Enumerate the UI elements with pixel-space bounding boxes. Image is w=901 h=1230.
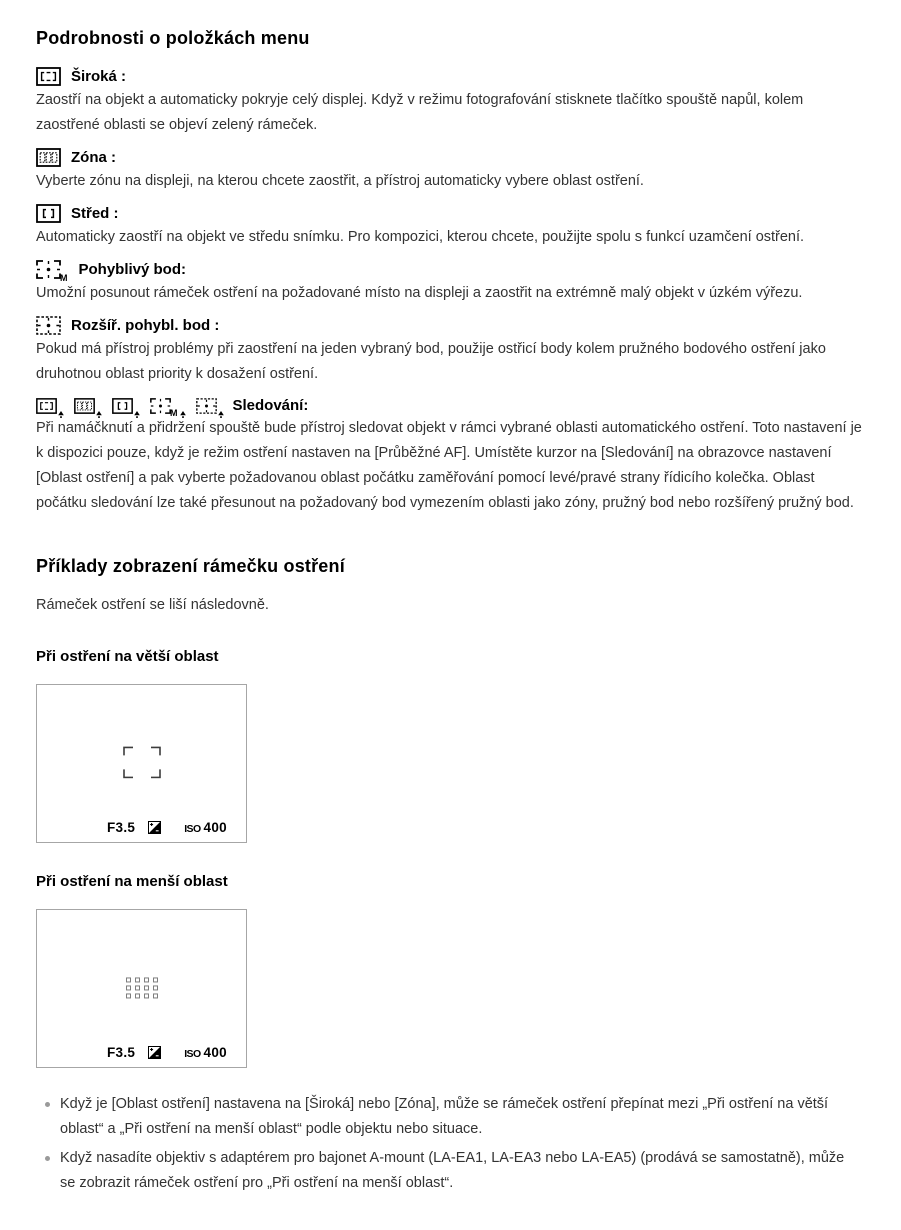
- menu-item-desc: Vyberte zónu na displeji, na kterou chcete zaostřit, a přístroj automaticky vybere oblast ostření.: [36, 173, 644, 189]
- tracking-center-af-icon: [112, 398, 139, 414]
- examples-intro: Rámeček ostření se liší následovně.: [36, 597, 269, 613]
- menu-item-desc: Pokud má přístroj problémy při zaostření na jeden vybraný bod, použije ostřicí body kolem pružného bodového ostření jako druhotnou oblast priority k dosažení ostření.: [36, 341, 826, 382]
- iso-label: ISO: [184, 823, 201, 835]
- camera-status-row: [37, 820, 246, 835]
- tracking-expand-flexible-spot-af-icon: [196, 398, 223, 414]
- tracking-subscript-icon: [180, 411, 186, 418]
- spot-subscript-m: M: [170, 407, 178, 418]
- iso-readout: [184, 820, 227, 835]
- note-item: Když je [Oblast ostření] nastavena na [Široká] nebo [Zóna], může se rámeček ostření přepínat mezi „Při ostření na větší oblast“ a „Při ostření na menší oblast“ podle objektu nebo situace.: [36, 1092, 860, 1142]
- tracking-subscript-icon: [218, 411, 224, 418]
- zone-af-icon: [36, 148, 61, 167]
- menu-item-zone-head: [36, 148, 867, 167]
- menu-item-label: Sledování:: [232, 397, 309, 414]
- tracking-subscript-icon: [134, 411, 140, 418]
- exposure-compensation-icon: [148, 821, 161, 834]
- tracking-zone-af-icon: [74, 398, 101, 414]
- menu-item-label: Rozšíř. pohybl. bod :: [71, 317, 220, 334]
- menu-item-wide-head: [36, 67, 867, 86]
- menu-item-desc: Umožní posunout rámeček ostření na požadované místo na displeji a zaostřit na extrémně malý objekt v úzkém výřezu.: [36, 285, 803, 301]
- aperture-value: F3.5: [107, 820, 136, 835]
- iso-label: ISO: [184, 1048, 201, 1060]
- wide-af-icon: [36, 67, 61, 86]
- notes-list: [36, 1092, 867, 1196]
- camera-status-row: [37, 1045, 246, 1060]
- center-af-icon: [36, 204, 61, 223]
- iso-value: 400: [203, 820, 227, 835]
- flexible-spot-af-icon: [36, 260, 69, 283]
- focus-frame-point-grid: [126, 977, 158, 998]
- menu-item-tracking-head: [36, 397, 867, 418]
- spot-subscript-m: M: [60, 273, 68, 283]
- menu-item-label: Zóna :: [71, 149, 116, 166]
- tracking-flexible-spot-af-icon: [150, 398, 185, 418]
- menu-item-spot-head: [36, 260, 867, 283]
- menu-item-desc: Automaticky zaostří na objekt ve středu snímku. Pro kompozici, kterou chcete, použijte spolu s funkcí uzamčení ostření.: [36, 229, 805, 245]
- tracking-subscript-icon: [96, 411, 102, 418]
- iso-value: 400: [203, 1045, 227, 1060]
- menu-item-label: Střed :: [71, 205, 119, 222]
- tracking-subscript-icon: [58, 411, 64, 418]
- note-item: Když nasadíte objektiv s adaptérem pro bajonet A-mount (LA-EA1, LA-EA3 nebo LA-EA5) (prodává se samostatně), může se zobrazit rámeček ostření pro „Při ostření na menší oblast“.: [36, 1146, 860, 1196]
- tracking-wide-af-icon: [36, 398, 63, 414]
- aperture-value: F3.5: [107, 1045, 136, 1060]
- small-area-caption: Při ostření na menší oblast: [36, 873, 228, 890]
- page-title: Podrobnosti o položkách menu: [36, 28, 310, 48]
- menu-item-center-head: [36, 204, 867, 223]
- af-point-grid: [126, 977, 158, 998]
- iso-readout: [184, 1045, 227, 1060]
- menu-item-label: Pohyblivý bod:: [78, 261, 187, 278]
- camera-display-large-area: [36, 684, 247, 843]
- tracking-af-icons: [36, 398, 223, 418]
- large-area-caption: Při ostření na větší oblast: [36, 648, 219, 665]
- focus-frame-corner-brackets: [123, 746, 161, 778]
- camera-display-small-area: [36, 909, 247, 1068]
- menu-item-expand-spot-head: [36, 316, 867, 335]
- menu-item-desc: Při namáčknutí a přidržení spouště bude přístroj sledovat objekt v rámci vybrané oblasti automatického ostření. Toto nastavení je k dispozici pouze, když je režim ostření nastaven na [Průběžné AF]. Umístěte kurzor na [Sledování] na obrazovce nastavení [Oblast ostření] a pak vyberte požadovanou oblast počátku zaměřování pomocí levé/pravé strany řídicího kolečka. Oblast počátku sledování lze také přesunout na požadovaný bod vymezením oblasti jako zóny, pružný bod nebo rozšířený pružný bod.: [36, 420, 862, 511]
- exposure-compensation-icon: [148, 1046, 161, 1059]
- menu-item-label: Široká :: [71, 68, 127, 85]
- examples-heading: Příklady zobrazení rámečku ostření: [36, 556, 345, 576]
- expand-flexible-spot-af-icon: [36, 316, 61, 335]
- menu-item-desc: Zaostří na objekt a automaticky pokryje celý displej. Když v režimu fotografování stisknete tlačítko spouště napůl, kolem zaostřené oblasti se objeví zelený rámeček.: [36, 92, 804, 133]
